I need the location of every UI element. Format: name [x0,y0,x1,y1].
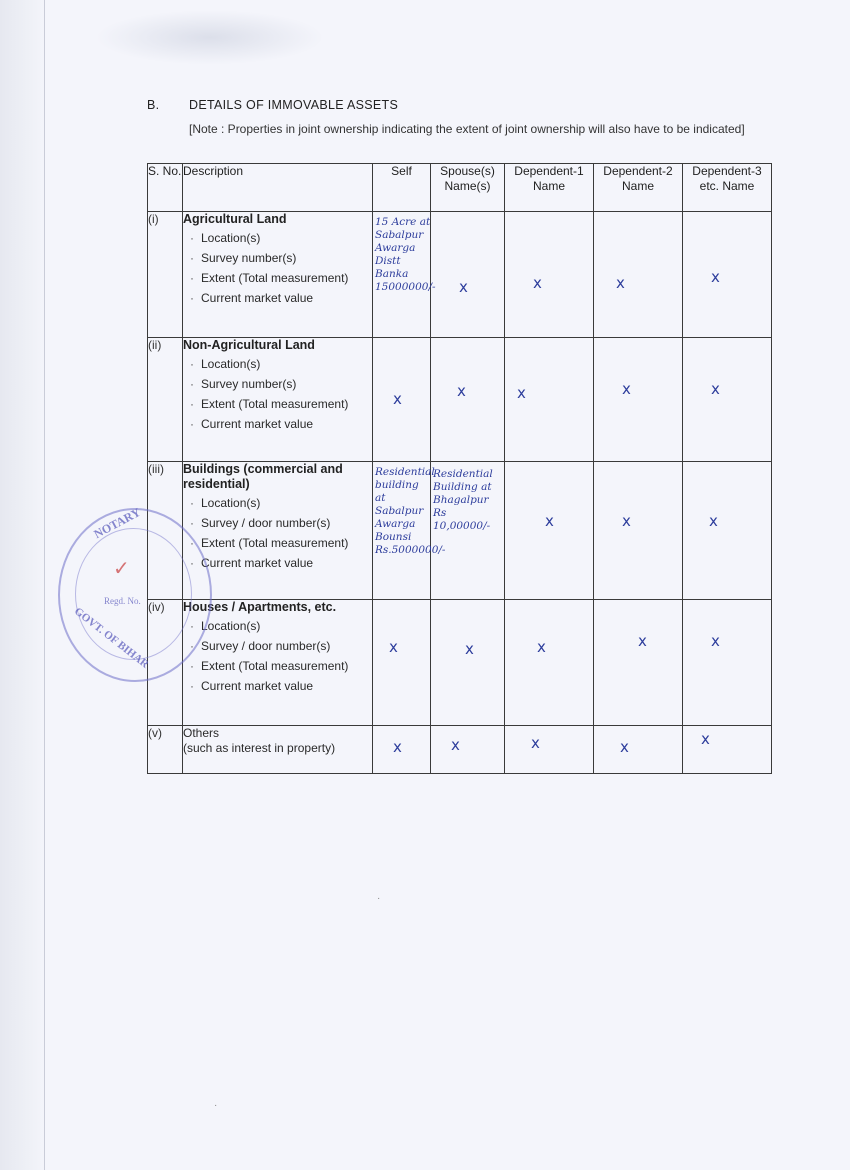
cell-dep1 [505,212,594,338]
scan-smudge [95,10,325,65]
row-item: · Current market value [190,291,314,305]
row-item: · Current market value [190,679,314,693]
table-header-row [148,164,772,212]
stamp-signature-mark: ✓ [113,558,130,580]
cross-mark: x [711,268,720,286]
row-item: · Location(s) [190,231,261,245]
handwritten-entry: Residential building at Sabalpur Awarga Bounsi Rs.5000000/- [375,466,446,556]
cross-mark: x [451,736,460,754]
scan-speck: · [214,1100,218,1111]
cell-dep3 [683,726,772,774]
scan-edge-line [44,0,45,1170]
row-item: · Extent (Total measurement) [190,536,349,550]
cross-mark: x [393,738,402,756]
row-description [183,212,373,338]
row-item: · Survey number(s) [190,377,297,391]
cell-spouse [431,600,505,726]
row-sno: (v) [148,726,183,774]
row-item: · Current market value [190,556,314,570]
cell-self [373,726,431,774]
cross-mark: x [545,512,554,530]
row-sno: (ii) [148,338,183,462]
row-item: · Survey / door number(s) [190,639,331,653]
row-description [183,338,373,462]
table-row [148,212,772,338]
row-description [183,462,373,600]
row-item: · Extent (Total measurement) [190,659,349,673]
table-row [148,338,772,462]
cell-dep1 [505,338,594,462]
row-sno: (iii) [148,462,183,600]
scan-left-edge [0,0,46,1170]
cell-dep2 [594,462,683,600]
cell-self [373,600,431,726]
row-item: · Extent (Total measurement) [190,397,349,411]
row-subtitle: (such as interest in property) [183,741,336,755]
section-letter: B. [147,98,160,112]
cell-spouse [431,726,505,774]
cross-mark: x [531,734,540,752]
row-item: · Current market value [190,417,314,431]
cell-dep3 [683,212,772,338]
header-dep2: Dependent-2 Name [594,164,683,212]
header-dep1: Dependent-1 Name [505,164,594,212]
cell-dep3 [683,338,772,462]
cell-self [373,212,436,338]
cell-spouse [431,212,505,338]
header-spouse: Spouse(s) Name(s) [431,164,505,212]
scan-speck: · [377,893,381,904]
row-title: Buildings (commercial and residential) [183,462,343,491]
row-item: · Location(s) [190,496,261,510]
cross-mark: x [622,512,631,530]
immovable-assets-table [147,163,772,774]
cross-mark: x [711,632,720,650]
cell-dep2 [594,726,683,774]
section-title: DETAILS OF IMMOVABLE ASSETS [189,98,399,112]
row-title: Houses / Apartments, etc. [183,600,337,614]
cross-mark: x [457,382,466,400]
cross-mark: x [616,274,625,292]
notary-stamp-inner-ring [75,528,192,660]
cell-dep3 [683,600,772,726]
cross-mark: x [459,278,468,296]
row-description [183,726,373,774]
cross-mark: x [701,730,710,748]
stamp-bottom-text: GOVT. OF BIHAR [71,605,151,671]
row-item: · Location(s) [190,619,261,633]
table-row [148,462,772,600]
table-row [148,726,772,774]
row-item: · Location(s) [190,357,261,371]
cell-spouse [431,338,505,462]
cross-mark: x [389,638,398,656]
row-title: Agricultural Land [183,212,287,226]
cross-mark: x [393,390,402,408]
cross-mark: x [537,638,546,656]
cross-mark: x [709,512,718,530]
row-item: · Extent (Total measurement) [190,271,349,285]
cross-mark: x [622,380,631,398]
cell-dep2 [594,600,683,726]
row-item: · Survey number(s) [190,251,297,265]
stamp-top-text: NOTARY [91,504,143,542]
handwritten-entry: 15 Acre at Sabalpur Awarga Distt Banka 15000000/- [375,216,436,293]
section-heading [147,98,398,112]
section-note: [Note : Properties in joint ownership indicating the extent of joint ownership will also have to be indicated] [189,122,745,136]
header-sno: S. No. [148,164,183,212]
cross-mark: x [620,738,629,756]
row-title: Non-Agricultural Land [183,338,315,352]
cell-self [373,338,431,462]
cross-mark: x [465,640,474,658]
row-title: Others [183,726,220,740]
header-description: Description [183,164,373,212]
cell-dep1 [505,462,594,600]
cell-dep2 [594,338,683,462]
row-sno: (iv) [148,600,183,726]
row-item: · Survey / door number(s) [190,516,331,530]
row-description [183,600,373,726]
cross-mark: x [533,274,542,292]
table-row [148,600,772,726]
header-self: Self [373,164,431,212]
header-dep3: Dependent-3 etc. Name [683,164,772,212]
row-sno: (i) [148,212,183,338]
cell-self [373,462,446,600]
cell-spouse [431,462,505,600]
cell-dep1 [505,726,594,774]
cell-dep2 [594,212,683,338]
handwritten-entry: Residential Building at Bhagalpur Rs 10,00000/- [433,468,493,532]
stamp-mid-text: Regd. No. [104,596,141,606]
cross-mark: x [638,632,647,650]
cross-mark: x [711,380,720,398]
cell-dep1 [505,600,594,726]
cell-dep3 [683,462,772,600]
cross-mark: x [517,384,526,402]
